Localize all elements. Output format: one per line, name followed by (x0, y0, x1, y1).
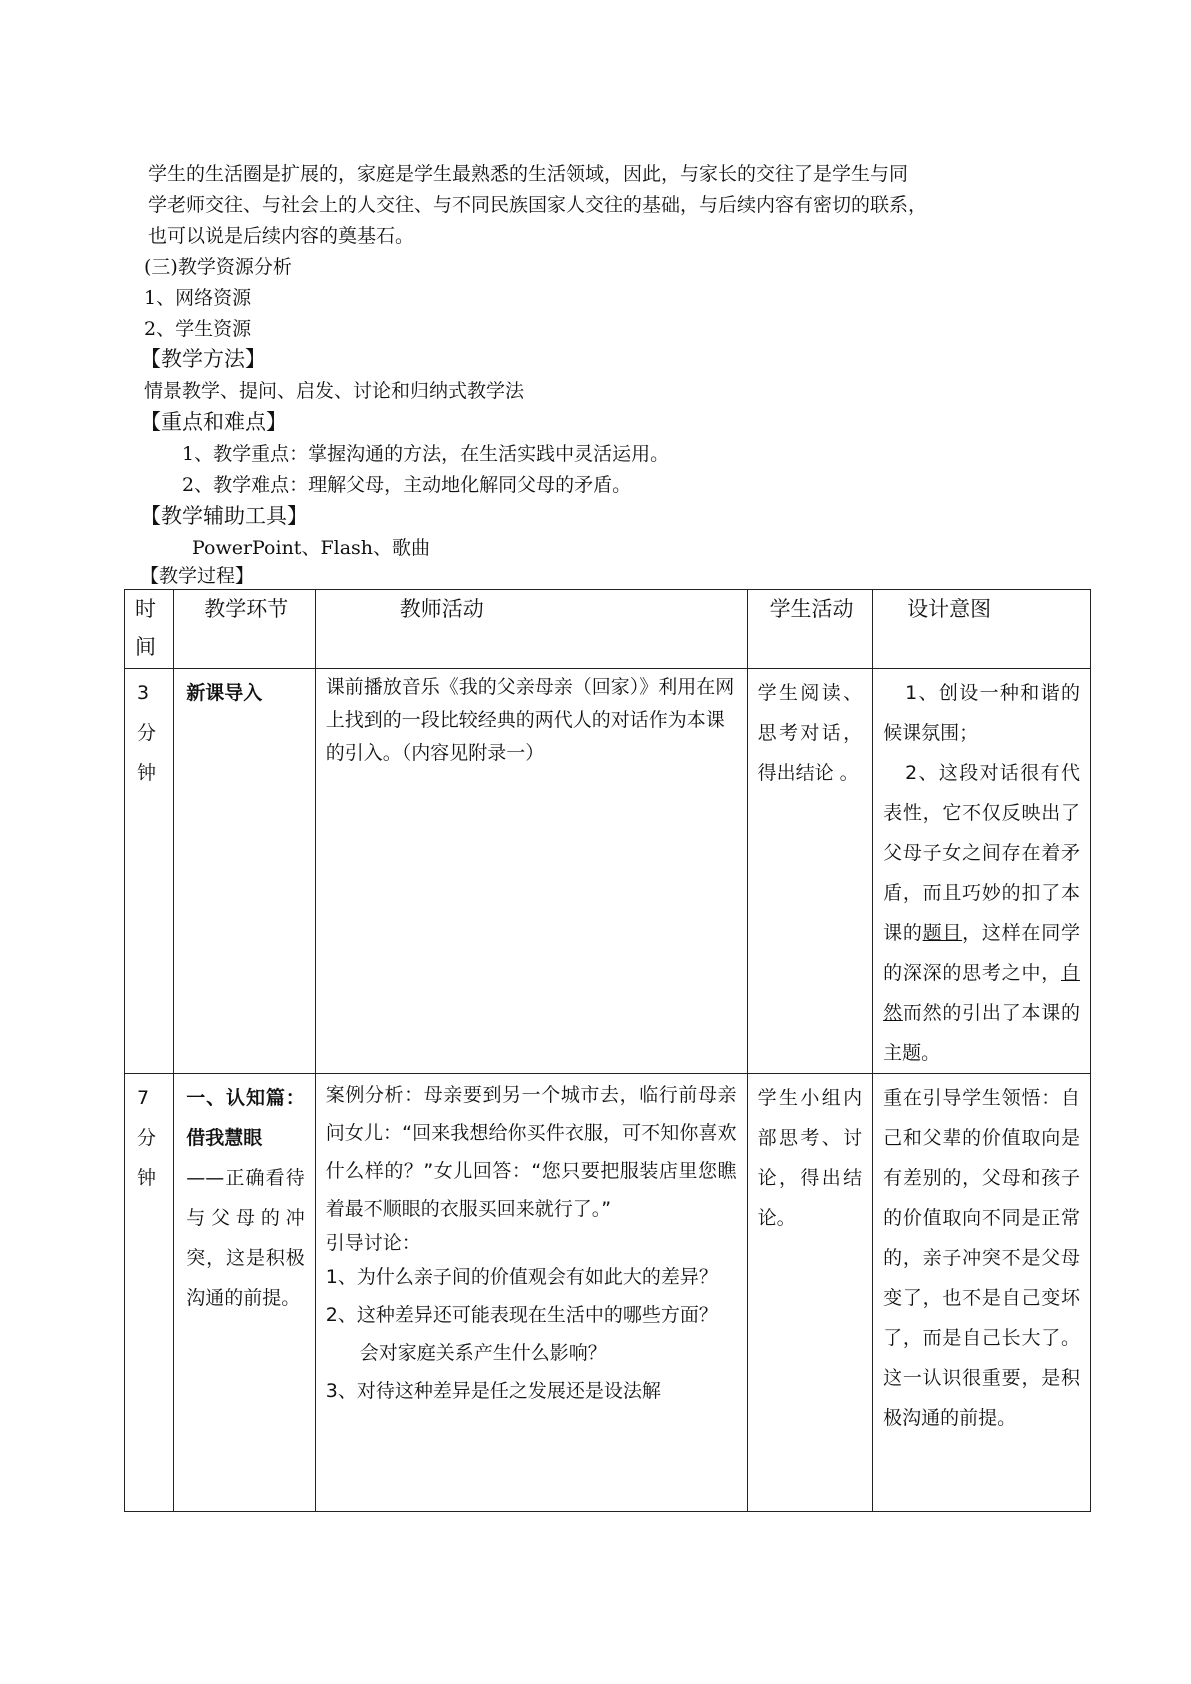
keypoint-focus: 1、教学重点：掌握沟通的方法，在生活实践中灵活运用。 (182, 443, 670, 465)
list-item: 2、这种差异还可能表现在生活中的哪些方面？会对家庭关系产生什么影响？ (325, 1304, 718, 1364)
table-header-row (125, 590, 1091, 669)
header-time-label: 时间 (135, 597, 156, 659)
header-student-label: 学生活动 (769, 597, 854, 621)
row1-intent-underline-2: 自然 (883, 962, 1080, 1024)
row2-stage-subtitle: ——正确看待与父母的冲突，这是积极沟通的前提。 (186, 1167, 305, 1309)
row2-discussion-list (326, 1258, 737, 1410)
header-stage-label: 教学环节 (204, 597, 289, 621)
row1-intent-text-b: ，这样在同学的深深的思考之中， (883, 922, 1080, 984)
row1-teacher-activity: 课前播放音乐《我的父亲母亲（回家）》利用在网上找到的一段比较经典的两代人的对话作为本课的引入。（内容见附录一） (325, 676, 735, 764)
row1-intent-text-a: 2、这段对话很有代表性，它不仅反映出了父母子女之间存在着矛盾，而且巧妙的扣了本课的 (883, 762, 1080, 944)
header-intent (873, 590, 1091, 669)
header-teacher-label: 教师活动 (399, 597, 484, 621)
list-item: 3、对待这种差异是任之发展还是设法解 (325, 1380, 661, 1402)
table-row (125, 669, 1091, 1074)
resources-heading: (三)教学资源分析 (144, 256, 292, 278)
row1-time: 3分钟 (137, 682, 157, 784)
intro-line-2: 学老师交往、与社会上的人交往、与不同民族国家人交往的基础，与后续内容有密切的联系， (148, 194, 928, 216)
header-intent-label: 设计意图 (907, 597, 992, 621)
keypoints-heading: 【重点和难点】 (140, 410, 287, 434)
row2-stage (174, 1074, 315, 1318)
header-time (125, 590, 174, 669)
row2-student-activity: 学生小组内部思考、讨论，得出结论。 (757, 1087, 863, 1229)
keypoint-difficulty: 2、教学难点：理解父母，主动地化解同父母的矛盾。 (182, 474, 632, 496)
header-teacher (315, 590, 747, 669)
header-student (747, 590, 873, 669)
row1-stage: 新课导入 (186, 682, 263, 704)
list-item: 1、为什么亲子间的价值观会有如此大的差异？ (325, 1266, 718, 1288)
method-text: 情景教学、提问、启发、讨论和归纳式教学法 (144, 380, 525, 402)
row2-teacher-activity (316, 1074, 747, 1410)
row1-intent-text-c: 而然的引出了本课的主题。 (883, 1002, 1080, 1064)
row1-intent-item-1: 1、创设一种和谐的候课氛围； (883, 682, 1080, 744)
row2-teacher-lead: 引导讨论： (325, 1232, 421, 1254)
process-heading: 【教学过程】 (140, 565, 255, 587)
table-row (125, 1074, 1091, 1512)
row1-design-intent (873, 669, 1090, 1073)
teaching-process-table (124, 589, 1091, 1512)
row2-design-intent: 重在引导学生领悟：自己和父辈的价值取向是有差别的，父母和孩子的价值取向不同是正常的，亲子冲突不是父母变了，也不是自己变坏了，而是自己长大了。这一认识很重要，是积极沟通的前提。 (883, 1087, 1080, 1429)
row1-intent-item-2 (883, 753, 1080, 1073)
row1-intent-underline-1: 题目 (922, 922, 963, 944)
intro-line-1: 学生的生活圈是扩展的，家庭是学生最熟悉的生活领域，因此，与家长的交往了是学生与同 (148, 163, 909, 185)
row2-teacher-case: 案例分析：母亲要到另一个城市去，临行前母亲问女儿：“回来我想给你买件衣服，可不知你喜欢什么样的？”女儿回答：“您只要把服装店里您瞧着最不顺眼的衣服买回来就行了。” (325, 1084, 737, 1220)
method-heading: 【教学方法】 (140, 347, 266, 371)
intro-line-3: 也可以说是后续内容的奠基石。 (148, 225, 415, 247)
resource-item-student: 2、学生资源 (144, 318, 252, 340)
tools-heading: 【教学辅助工具】 (140, 504, 308, 528)
header-stage (174, 590, 316, 669)
resource-item-network: 1、网络资源 (144, 287, 252, 309)
row2-time: 7分钟 (137, 1087, 157, 1189)
tools-text: PowerPoint、Flash、歌曲 (192, 537, 431, 559)
row1-student-activity: 学生阅读、思考对话，得出结论 。 (757, 682, 863, 784)
row2-stage-title: 一、认知篇：借我慧眼 (186, 1087, 305, 1149)
